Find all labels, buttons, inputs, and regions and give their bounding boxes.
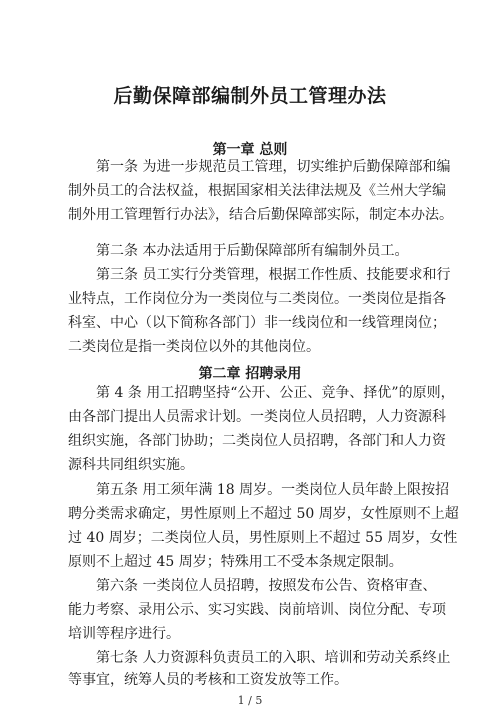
paragraph-line: 组织实施，各部门协助；二类岗位人员招聘，各部门和人力资 bbox=[68, 433, 446, 449]
paragraph-line: 过 40 周岁；二类岗位人员，男性原则上不超过 55 周岁，女性 bbox=[68, 530, 458, 546]
paragraph-line: 科室、中心（以下简称各部门）非一线岗位和一线管理岗位； bbox=[68, 315, 446, 331]
page-number: 1 / 5 bbox=[237, 694, 263, 707]
paragraph-line: 制外员工的合法权益，根据国家相关法律法规及《兰州大学编 bbox=[68, 183, 446, 199]
paragraph-line: 第二条 本办法适用于后勤保障部所有编制外员工。 bbox=[96, 243, 409, 259]
paragraph-line: 源科共同组织实施。 bbox=[68, 457, 194, 473]
paragraph-line: 能力考察、录用公示、实习实践、岗前培训、岗位分配、专项 bbox=[68, 602, 446, 618]
paragraph-line: 第六条 一类岗位人员招聘，按照发布公告、资格审查、 bbox=[96, 578, 437, 594]
paragraph-line: 二类岗位是指一类岗位以外的其他岗位。 bbox=[68, 339, 320, 355]
paragraph-line: 业特点，工作岗位分为一类岗位与二类岗位。一类岗位是指各 bbox=[68, 291, 446, 307]
paragraph-line: 原则不上超过 45 周岁；特殊用工不受本条规定限制。 bbox=[68, 554, 403, 570]
paragraph-line: 制外用工管理暂行办法》，结合后勤保障部实际，制定本办法。 bbox=[68, 207, 453, 223]
paragraph-line: 第一条 为进一步规范员工管理，切实维护后勤保障部和编 bbox=[96, 159, 451, 175]
document-title: 后勤保障部编制外员工管理办法 bbox=[113, 85, 387, 107]
paragraph-line: 等事宜，统筹人员的考核和工资发放等工作。 bbox=[68, 672, 348, 688]
paragraph-line: 第 4 条 用工招聘坚持“公开、公正、竞争、择优”的原则， bbox=[96, 385, 455, 401]
paragraph-line: 由各部门提出人员需求计划。一类岗位人员招聘，人力资源科 bbox=[68, 409, 446, 425]
paragraph-line: 聘分类需求确定，男性原则上不超过 50 周岁，女性原则不上超 bbox=[68, 506, 459, 522]
chapter-heading: 第二章 招聘录用 bbox=[198, 366, 302, 382]
paragraph-line: 培训等程序进行。 bbox=[68, 626, 180, 642]
chapter-heading: 第一章 总则 bbox=[212, 142, 288, 158]
paragraph-line: 第五条 用工须年满 18 周岁。一类岗位人员年龄上限按招 bbox=[96, 482, 450, 498]
paragraph-line: 第三条 员工实行分类管理，根据工作性质、技能要求和行 bbox=[96, 267, 451, 283]
paragraph-line: 第七条 人力资源科负责员工的入职、培训和劳动关系终止 bbox=[96, 650, 451, 666]
